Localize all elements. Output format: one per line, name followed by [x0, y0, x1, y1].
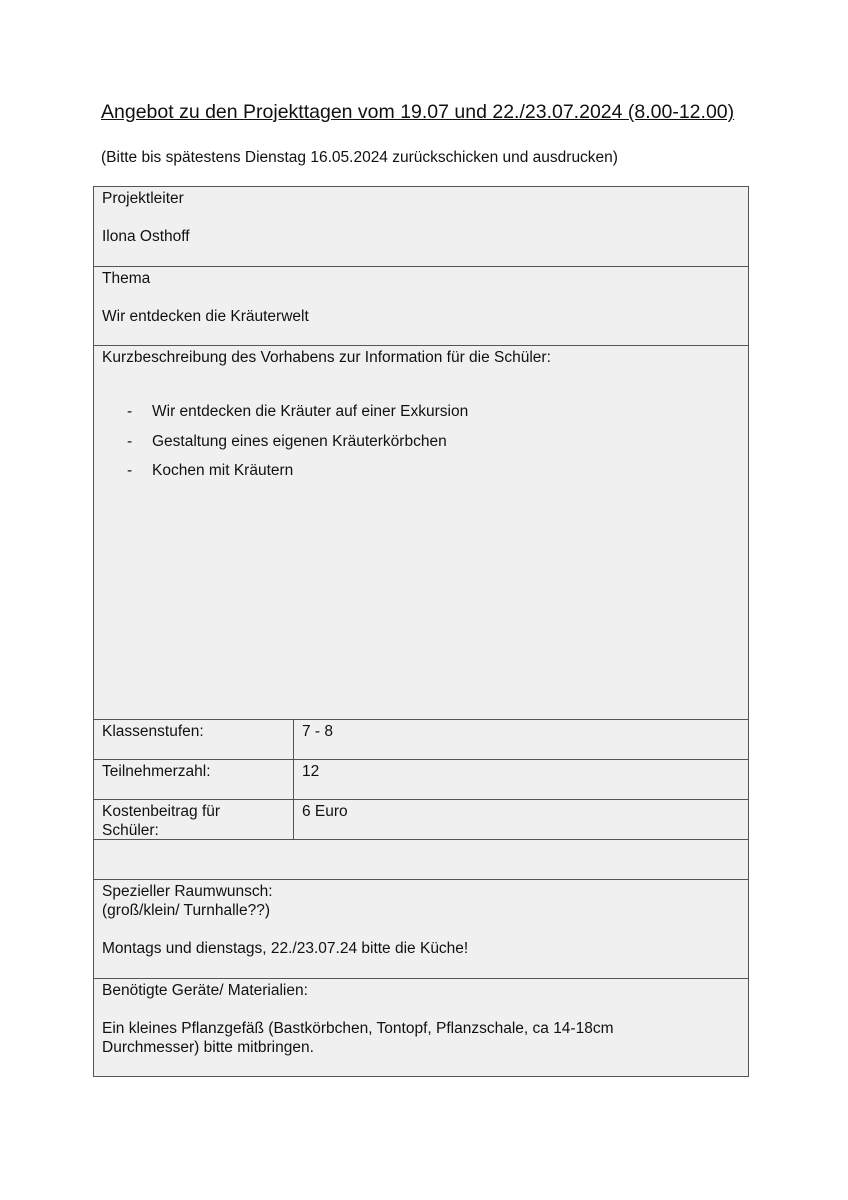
row-thema: [94, 266, 748, 346]
raumwunsch-label: Spezieller Raumwunsch:: [102, 883, 273, 900]
raumwunsch-value: Montags und dienstags, 22./23.07.24 bitte die Küche!: [102, 940, 469, 957]
list-item: [127, 427, 740, 457]
projektleiter-label: Projektleiter: [102, 190, 184, 207]
list-item: [127, 456, 740, 486]
row-teilnehmerzahl: [94, 759, 748, 800]
raumwunsch-hint: (groß/klein/ Turnhalle??): [102, 902, 270, 919]
klassenstufen-label: Klassenstufen:: [94, 720, 294, 760]
dash-bullet: -: [127, 462, 133, 479]
document-subtitle: (Bitte bis spätestens Dienstag 16.05.2024 zurückschicken und ausdrucken): [101, 149, 618, 166]
materialien-value: Ein kleines Pflanzgefäß (Bastkörbchen, Tontopf, Pflanzschale, ca 14-18cm Durchmesser) bitte mitbringen.: [102, 1020, 614, 1056]
materialien-label: Benötigte Geräte/ Materialien:: [102, 982, 308, 999]
teilnehmerzahl-value: 12: [302, 763, 320, 780]
cell-projektleiter: [94, 187, 748, 267]
cell-raumwunsch: [94, 880, 748, 979]
empty-cell: [94, 840, 748, 880]
row-raumwunsch: [94, 879, 748, 979]
project-form-table: [93, 186, 749, 1077]
dash-bullet: -: [127, 432, 133, 450]
row-klassenstufen: [94, 719, 748, 760]
cell-thema: [94, 267, 748, 346]
document-title: Angebot zu den Projekttagen vom 19.07 und 22./23.07.2024 (8.00-12.00): [101, 101, 735, 123]
row-materialien: [94, 978, 748, 1076]
cell-beschreibung: [94, 346, 748, 720]
row-beschreibung: [94, 345, 748, 720]
list-item-text: Kochen mit Kräutern: [152, 462, 294, 479]
dash-bullet: -: [127, 403, 133, 420]
list-item-text: Wir entdecken die Kräuter auf einer Exkursion: [152, 403, 469, 420]
cell-materialien: [94, 979, 748, 1076]
list-item: [127, 397, 740, 427]
row-empty: [94, 839, 748, 880]
kostenbeitrag-label: Kostenbeitrag für Schüler:: [94, 800, 294, 840]
beschreibung-label: Kurzbeschreibung des Vorhabens zur Information für die Schüler:: [102, 349, 551, 366]
row-projektleiter: [94, 187, 748, 267]
thema-label: Thema: [102, 270, 151, 287]
list-item-text: Gestaltung eines eigenen Kräuterkörbchen: [152, 432, 447, 450]
projektleiter-value: Ilona Osthoff: [102, 228, 190, 245]
teilnehmerzahl-label: Teilnehmerzahl:: [94, 760, 294, 800]
kostenbeitrag-value: 6 Euro: [302, 803, 348, 820]
klassenstufen-value: 7 - 8: [302, 723, 334, 740]
beschreibung-list: [102, 397, 740, 486]
row-kostenbeitrag: [94, 799, 748, 840]
thema-value: Wir entdecken die Kräuterwelt: [102, 308, 309, 325]
